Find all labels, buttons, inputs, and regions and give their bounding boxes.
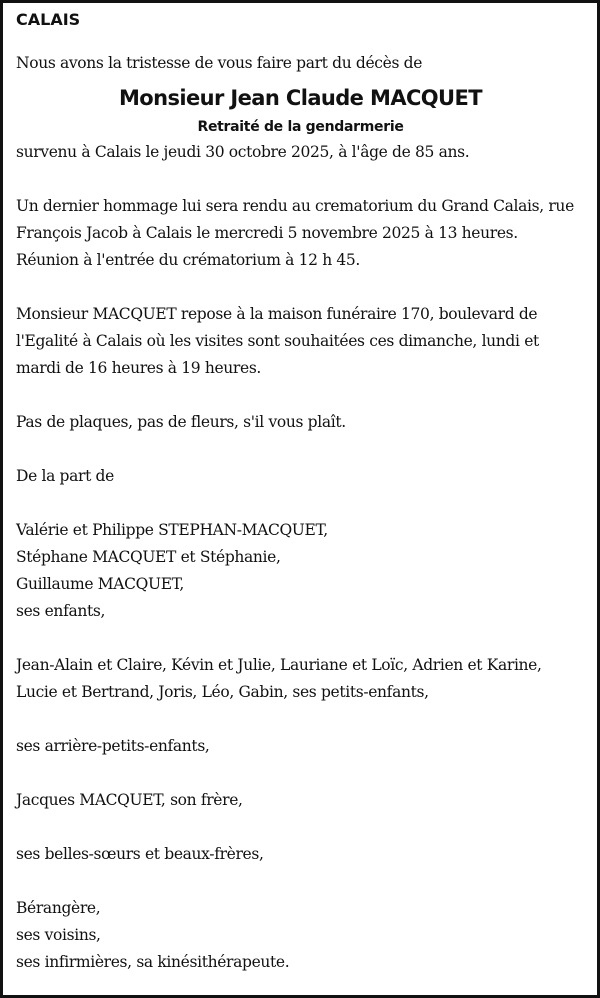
rest-place-line: l'Egalité à Calais où les visites sont souhaitées ces dimanche, lundi et [16,332,539,350]
family-line: Jacques MACQUET, son frère, [16,791,243,809]
family-line: Lucie et Bertrand, Joris, Léo, Gabin, ses petits-enfants, [16,683,429,701]
ceremony-line: François Jacob à Calais le mercredi 5 novembre 2025 à 13 heures. [16,224,518,242]
rest-place-line: Monsieur MACQUET repose à la maison funéraire 170, boulevard de [16,305,538,323]
ceremony-paragraph [16,193,585,274]
death-info-line: survenu à Calais le jeudi 30 octobre 2025, à l'âge de 85 ans. [16,143,470,161]
brother-paragraph [16,787,585,814]
family-line: Valérie et Philippe STEPHAN-MACQUET, [16,521,328,539]
family-line: ses enfants, [16,602,106,620]
rest-place-paragraph [16,301,585,382]
intro-text: Nous avons la tristesse de vous faire part du décès de [16,54,423,72]
death-info [16,139,585,166]
rest-place-line: mardi de 16 heures à 19 heures. [16,359,261,377]
family-line: Bérangère, [16,899,101,917]
city-heading: CALAIS [16,10,81,29]
deceased-name: Monsieur Jean Claude MACQUET [119,86,482,110]
in-laws-paragraph [16,841,585,868]
ceremony-line: Un dernier hommage lui sera rendu au crematorium du Grand Calais, rue [16,197,574,215]
family-line: Stéphane MACQUET et Stéphanie, [16,548,281,566]
ceremony-line: Réunion à l'entrée du crématorium à 12 h 45. [16,251,361,269]
family-line: Jean-Alain et Claire, Kévin et Julie, Lauriane et Loïc, Adrien et Karine, [16,656,542,674]
deceased-title: Retraité de la gendarmerie [197,119,404,135]
family-line: ses voisins, [16,926,101,944]
family-line: ses arrière-petits-enfants, [16,737,210,755]
from-label: De la part de [16,467,114,485]
others-paragraph [16,895,585,976]
great-grandchildren-paragraph [16,733,585,760]
no-flowers-paragraph [16,409,585,436]
no-flowers-line: Pas de plaques, pas de fleurs, s'il vous plaît. [16,413,346,431]
children-paragraph [16,517,585,625]
family-line: ses belles-sœurs et beaux-frères, [16,845,264,863]
from-label-paragraph [16,463,585,490]
family-line: ses infirmières, sa kinésithérapeute. [16,953,290,971]
family-line: Guillaume MACQUET, [16,575,184,593]
grandchildren-paragraph [16,652,585,706]
